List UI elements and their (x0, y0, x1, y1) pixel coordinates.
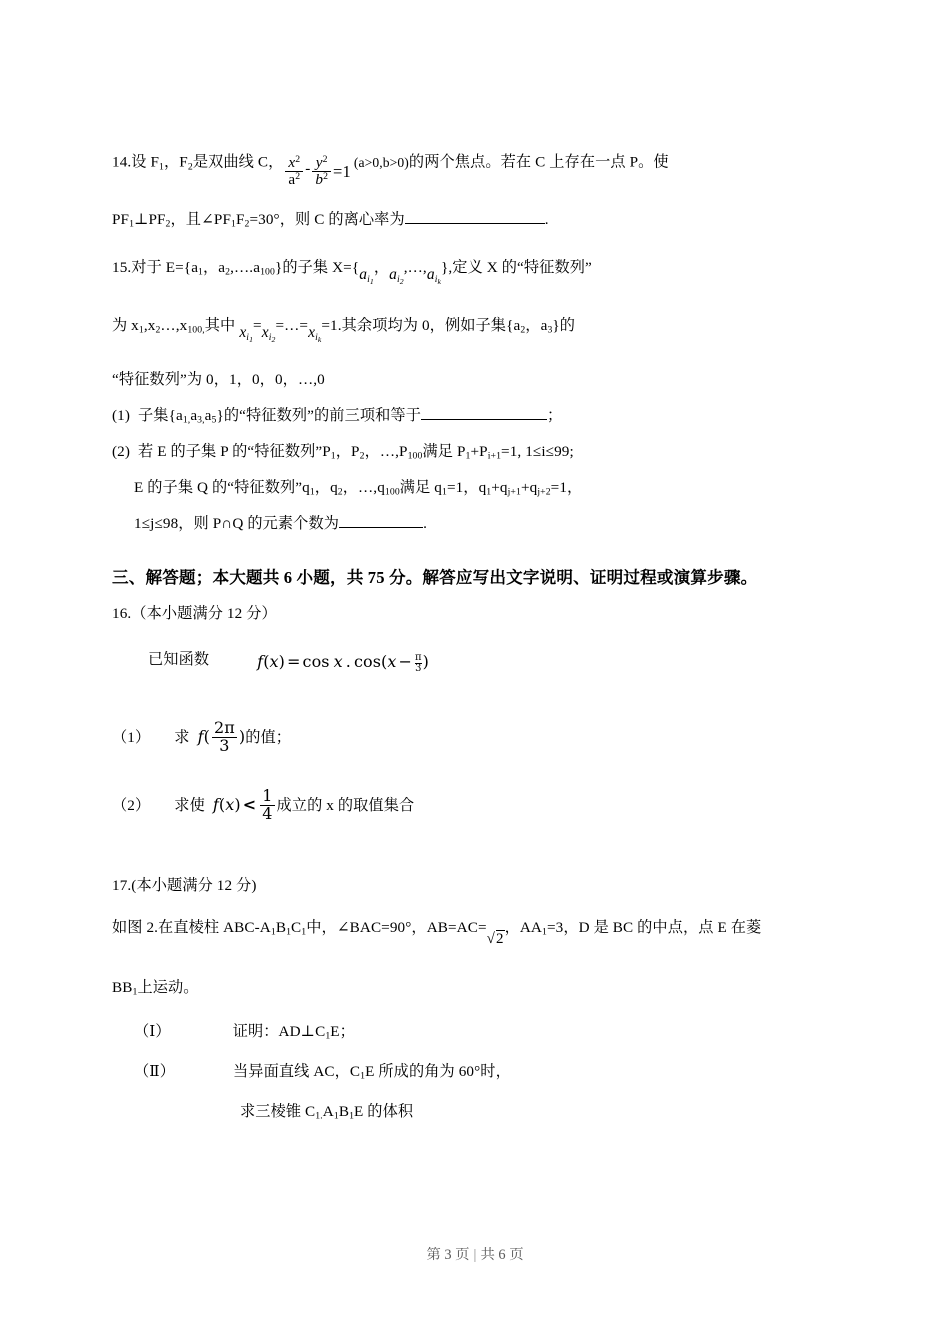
q15-item4-lead: 1≤j≤98，则 P∩Q 的元素个数为 (134, 515, 340, 532)
q14-pf2-subscript: 2 (165, 218, 171, 230)
q14-pf1-subscript: 1 (129, 218, 135, 230)
q15-a2b-subscript: 2 (520, 324, 526, 336)
q16-function-formula: f(x) = cos x . cos(x − $\frac{\pi}{3}$ ) (257, 651, 429, 675)
q16-sub1-fraction: $\frac{2\pi}{3}$ (213, 718, 235, 755)
q15-qj1-subscript: j+1 (507, 486, 521, 498)
q17-item3-tail: E 的体积 (354, 1103, 414, 1120)
q17-item3-sub-2: 1 (333, 1110, 339, 1122)
question-15-line-1 (112, 260, 842, 318)
q15-q1c-subscript: 1 (486, 486, 492, 498)
q15-x1-subscript: 1 (138, 324, 144, 336)
q17-e: ，AA (504, 919, 543, 936)
q15-item1-sub-3: 5 (211, 414, 217, 426)
question-16-header (112, 606, 842, 650)
q15-q1b-subscript: 1 (441, 486, 447, 498)
q15-item2-d: +P (470, 443, 488, 460)
q15-item2-label: (2) (112, 443, 131, 460)
q15-item3-d: =1，q (446, 479, 487, 496)
q16-formula-pi-over-3: $\frac{\pi}{3}$ (415, 652, 422, 675)
question-16-given (112, 650, 842, 720)
q14-angle-f1-subscript: 1 (231, 218, 236, 230)
footer-total-pages: 共 6 页 (480, 1247, 524, 1263)
q14-eccentricity-text: =30°，则 C 的离心率为 (249, 211, 405, 228)
q14-minus-operator: - (305, 159, 311, 177)
q17-item1-tail: E； (330, 1023, 355, 1040)
q15-item3-g: =1， (550, 479, 583, 496)
q16-sub2-expression: f(x) < $\frac{1}{4}$ (212, 786, 273, 823)
q17-item2-tail: E 所成的角为 60°时， (365, 1063, 511, 1080)
q15-symbol-a-ik: $ai_k$ (426, 266, 442, 286)
q16-points: （本小题满分 12 分） (131, 605, 277, 622)
section-3-heading (112, 558, 842, 606)
q15-item4-answer-blank[interactable] (339, 527, 423, 528)
q14-f2-subscript: 2 (187, 161, 193, 173)
q14-angle-f2-subscript: 2 (244, 218, 250, 230)
q14-period: . (544, 211, 549, 228)
q15-x100-subscript: 100, (187, 324, 205, 336)
q15-item1-sub-2: 3, (197, 414, 205, 426)
q15-a100-subscript: 100 (260, 266, 275, 278)
q17-angle-text: 中，∠BAC=90°，AB=AC= (306, 919, 487, 936)
q15-p2-subscript: 2 (359, 450, 365, 462)
q14-angle-f: F (235, 211, 245, 228)
page-content (112, 146, 842, 1144)
q14-text-after: 是双曲线 C， (192, 153, 284, 171)
q15-symbol-x-i1: $xi_1$ (239, 324, 254, 344)
q14-frac1-denominator: $a^2$ (285, 171, 303, 188)
question-17-item-2 (112, 1064, 842, 1104)
q15-symbol-a-i2: $ai_2$ (389, 266, 404, 286)
q15-seq-tail: =1.其余项均为 0，例如子集{a (321, 317, 521, 334)
q15-seq-lead: 为 x (112, 317, 139, 334)
q17-lead: 如图 2.在直棱柱 ABC-A (112, 919, 271, 936)
q17-item2-lead: 当异面直线 AC，C (233, 1063, 361, 1080)
q16-sub2-verb: 求使 (174, 797, 205, 815)
q14-angle-text: ，且∠PF (170, 211, 232, 228)
q15-x2-subscript: 2 (155, 324, 161, 336)
q15-seq-tail2: ，a (525, 317, 548, 334)
question-15-item-1 (112, 408, 842, 444)
q15-seq-tail3: }的 (552, 317, 576, 334)
footer-current-page: 第 3 页 (426, 1247, 470, 1263)
q14-fraction-y-over-b (312, 155, 331, 187)
question-17-item-1 (112, 1024, 842, 1064)
q15-a1-subscript: 1 (198, 266, 204, 278)
q15-item3-lead: E 的子集 Q 的“特征数列”q (134, 479, 310, 496)
q16-sub1-tail: 的值； (245, 729, 292, 747)
perpendicular-icon: ⊥ (134, 211, 149, 228)
q15-pi1-subscript: i+1 (487, 450, 502, 462)
q15-item3-f: +q (520, 479, 538, 496)
question-14-line-1 (112, 146, 842, 212)
q15-item2-a: ，P (335, 443, 360, 460)
q15-example-sequence: “特征数列”为 0，1，0，0，…,0 (112, 371, 325, 388)
q15-a3b-subscript: 3 (547, 324, 553, 336)
q14-frac2-denominator: $b^2$ (312, 171, 331, 188)
q15-p1b-subscript: 1 (465, 450, 471, 462)
q15-symbol-x-i2: $xi_2$ (261, 324, 276, 344)
q15-seq-b: …,x (160, 317, 188, 334)
q16-given-label: 已知函数 (148, 650, 210, 668)
question-15-item-2 (112, 444, 842, 480)
q17-item1-subscript: 1 (325, 1030, 331, 1042)
q17-number: 17. (112, 877, 132, 894)
q17-item1-text: 证明：AD⊥C (232, 1023, 326, 1040)
footer-separator: | (473, 1247, 477, 1263)
q16-sub2-label: （2） (112, 797, 151, 815)
q14-comma: ，F (164, 153, 188, 171)
q16-sub1-verb: 求 (174, 729, 190, 747)
q15-set-lead: 对于 E={a (131, 259, 199, 276)
q15-item2-c: 满足 P (422, 443, 466, 460)
q14-tail-text: 的两个焦点。若在 C 上存在一点 P。使 (408, 153, 669, 171)
q15-item1-label: (1) (112, 407, 131, 424)
question-15-line-3 (112, 372, 842, 408)
q17-f: =3，D 是 BC 的中点，点 E 在菱 (546, 919, 762, 936)
q15-qj2-subscript: j+2 (537, 486, 551, 498)
sqrt-2-radical (487, 932, 505, 947)
q17-item1-label: （Ⅰ） (134, 1023, 171, 1040)
q15-p100-subscript: 100 (407, 450, 423, 462)
q17-item2-label: （Ⅱ） (134, 1063, 175, 1080)
q15-item3-c: 满足 q (399, 479, 442, 496)
q16-sub1-label: （1） (112, 729, 151, 747)
q15-item1-answer-blank[interactable] (421, 419, 547, 420)
q15-item4-end: . (423, 515, 427, 532)
q14-equals-one: =1 (333, 161, 351, 181)
q14-lead: 设 F (131, 153, 160, 171)
q15-number: 15. (112, 259, 132, 276)
q17-item3-sub-3: 1 (349, 1110, 355, 1122)
q15-q1-subscript: 1 (309, 486, 315, 498)
q17-c1-subscript: 1 (301, 926, 307, 938)
q14-pf2: PF (148, 211, 166, 228)
q14-condition: (a>0,b>0) (353, 154, 409, 170)
question-17-header (112, 878, 842, 920)
question-14-line-2 (112, 212, 842, 260)
q15-item1-a3: a (204, 407, 212, 424)
question-17-line-2 (112, 980, 842, 1024)
question-15-item-4 (112, 516, 842, 558)
q15-item1-end: ； (547, 407, 563, 424)
question-16-sub-1 (112, 720, 842, 788)
q17-item3-sub-1: 1. (315, 1110, 323, 1122)
q15-subset-text: }的子集 X={ (274, 259, 360, 276)
q15-symbol-a-i1: $ai_1$ (359, 266, 374, 286)
q16-sub2-fraction: $\frac{1}{4}$ (262, 786, 273, 823)
q15-definition-text: },定义 X 的“特征数列” (441, 259, 592, 276)
q15-a2-subscript: 2 (225, 266, 231, 278)
q17-bb: BB (112, 979, 133, 996)
q16-sub1-expression: f( $\frac{2\pi}{3}$ ) (197, 718, 246, 755)
radical-value: 2 (495, 931, 504, 947)
q15-item3-b: ，…,q (342, 479, 385, 496)
q17-bb1-subscript: 1 (132, 986, 138, 998)
q15-p1-subscript: 1 (330, 450, 336, 462)
q15-equals-2: =…= (275, 317, 309, 334)
q14-frac1-numerator: $x^2$ (288, 153, 301, 171)
q16-sub2-tail: 成立的 x 的取值集合 (276, 797, 415, 815)
q15-item2-lead: 若 E 的子集 P 的“特征数列”P (138, 443, 331, 460)
q15-item3-a: ，q (314, 479, 338, 496)
question-15-item-3 (112, 480, 842, 516)
q15-set-mid2: ,….a (230, 259, 261, 276)
q15-q2-subscript: 2 (337, 486, 343, 498)
q14-pf1: PF (112, 211, 130, 228)
q14-answer-blank[interactable] (405, 223, 545, 224)
q17-item3-a: A (322, 1103, 334, 1120)
question-17-item-3 (112, 1104, 842, 1144)
q15-seq-a: ,x (143, 317, 156, 334)
radical-sign-icon: √ (486, 931, 495, 947)
q15-sym-separator-2: ,…, (403, 259, 427, 276)
q17-points: (本小题满分 12 分) (131, 877, 257, 894)
q17-line2-tail: 上运动。 (137, 979, 199, 996)
q15-set-mid: ，a (203, 259, 226, 276)
q15-equals-1: = (253, 317, 262, 334)
q15-item2-b: ，…,P (364, 443, 408, 460)
q14-f1-subscript: 1 (159, 161, 164, 173)
question-16-sub-2 (112, 788, 842, 878)
q15-item1-lead: 子集{a (138, 407, 183, 424)
q17-a1-subscript: 1 (270, 926, 276, 938)
q14-frac2-numerator: $y^2$ (315, 153, 328, 171)
page-footer (0, 1243, 950, 1264)
q15-sym-separator-1: ， (373, 259, 390, 276)
question-15-line-2 (112, 318, 842, 372)
q17-aa1-subscript: 1 (542, 926, 547, 938)
q17-c: C (291, 919, 302, 936)
q16-formula-f: f (257, 651, 264, 671)
q16-number: 16. (112, 605, 132, 622)
section-3-heading-text: 三、解答题；本大题共 6 小题，共 75 分。解答应写出文字说明、证明过程或演算步骤。 (112, 568, 758, 587)
question-17-line-1 (112, 920, 842, 980)
q17-item3-b: B (338, 1103, 350, 1120)
q15-seq-c: 其中 (204, 317, 236, 334)
q15-item1-sub-1: 1, (182, 414, 191, 426)
q15-q100-subscript: 100 (384, 486, 400, 498)
q17-b: B (275, 919, 287, 936)
q14-fraction-x-over-a (285, 155, 303, 187)
q15-symbol-x-ik: $xi_k$ (308, 324, 322, 344)
q15-item3-e: +q (491, 479, 508, 496)
q15-item1-tail: }的“特征数列”的前三项和等于 (216, 407, 422, 424)
q17-item3-lead: 求三棱锥 C (240, 1103, 316, 1120)
q14-number: 14. (112, 153, 132, 171)
q17-item2-subscript: 1 (360, 1070, 366, 1082)
q15-item1-a2: a (190, 407, 198, 424)
q17-b1-subscript: 1 (286, 926, 292, 938)
q15-item2-e: =1, 1≤i≤99; (501, 443, 574, 460)
